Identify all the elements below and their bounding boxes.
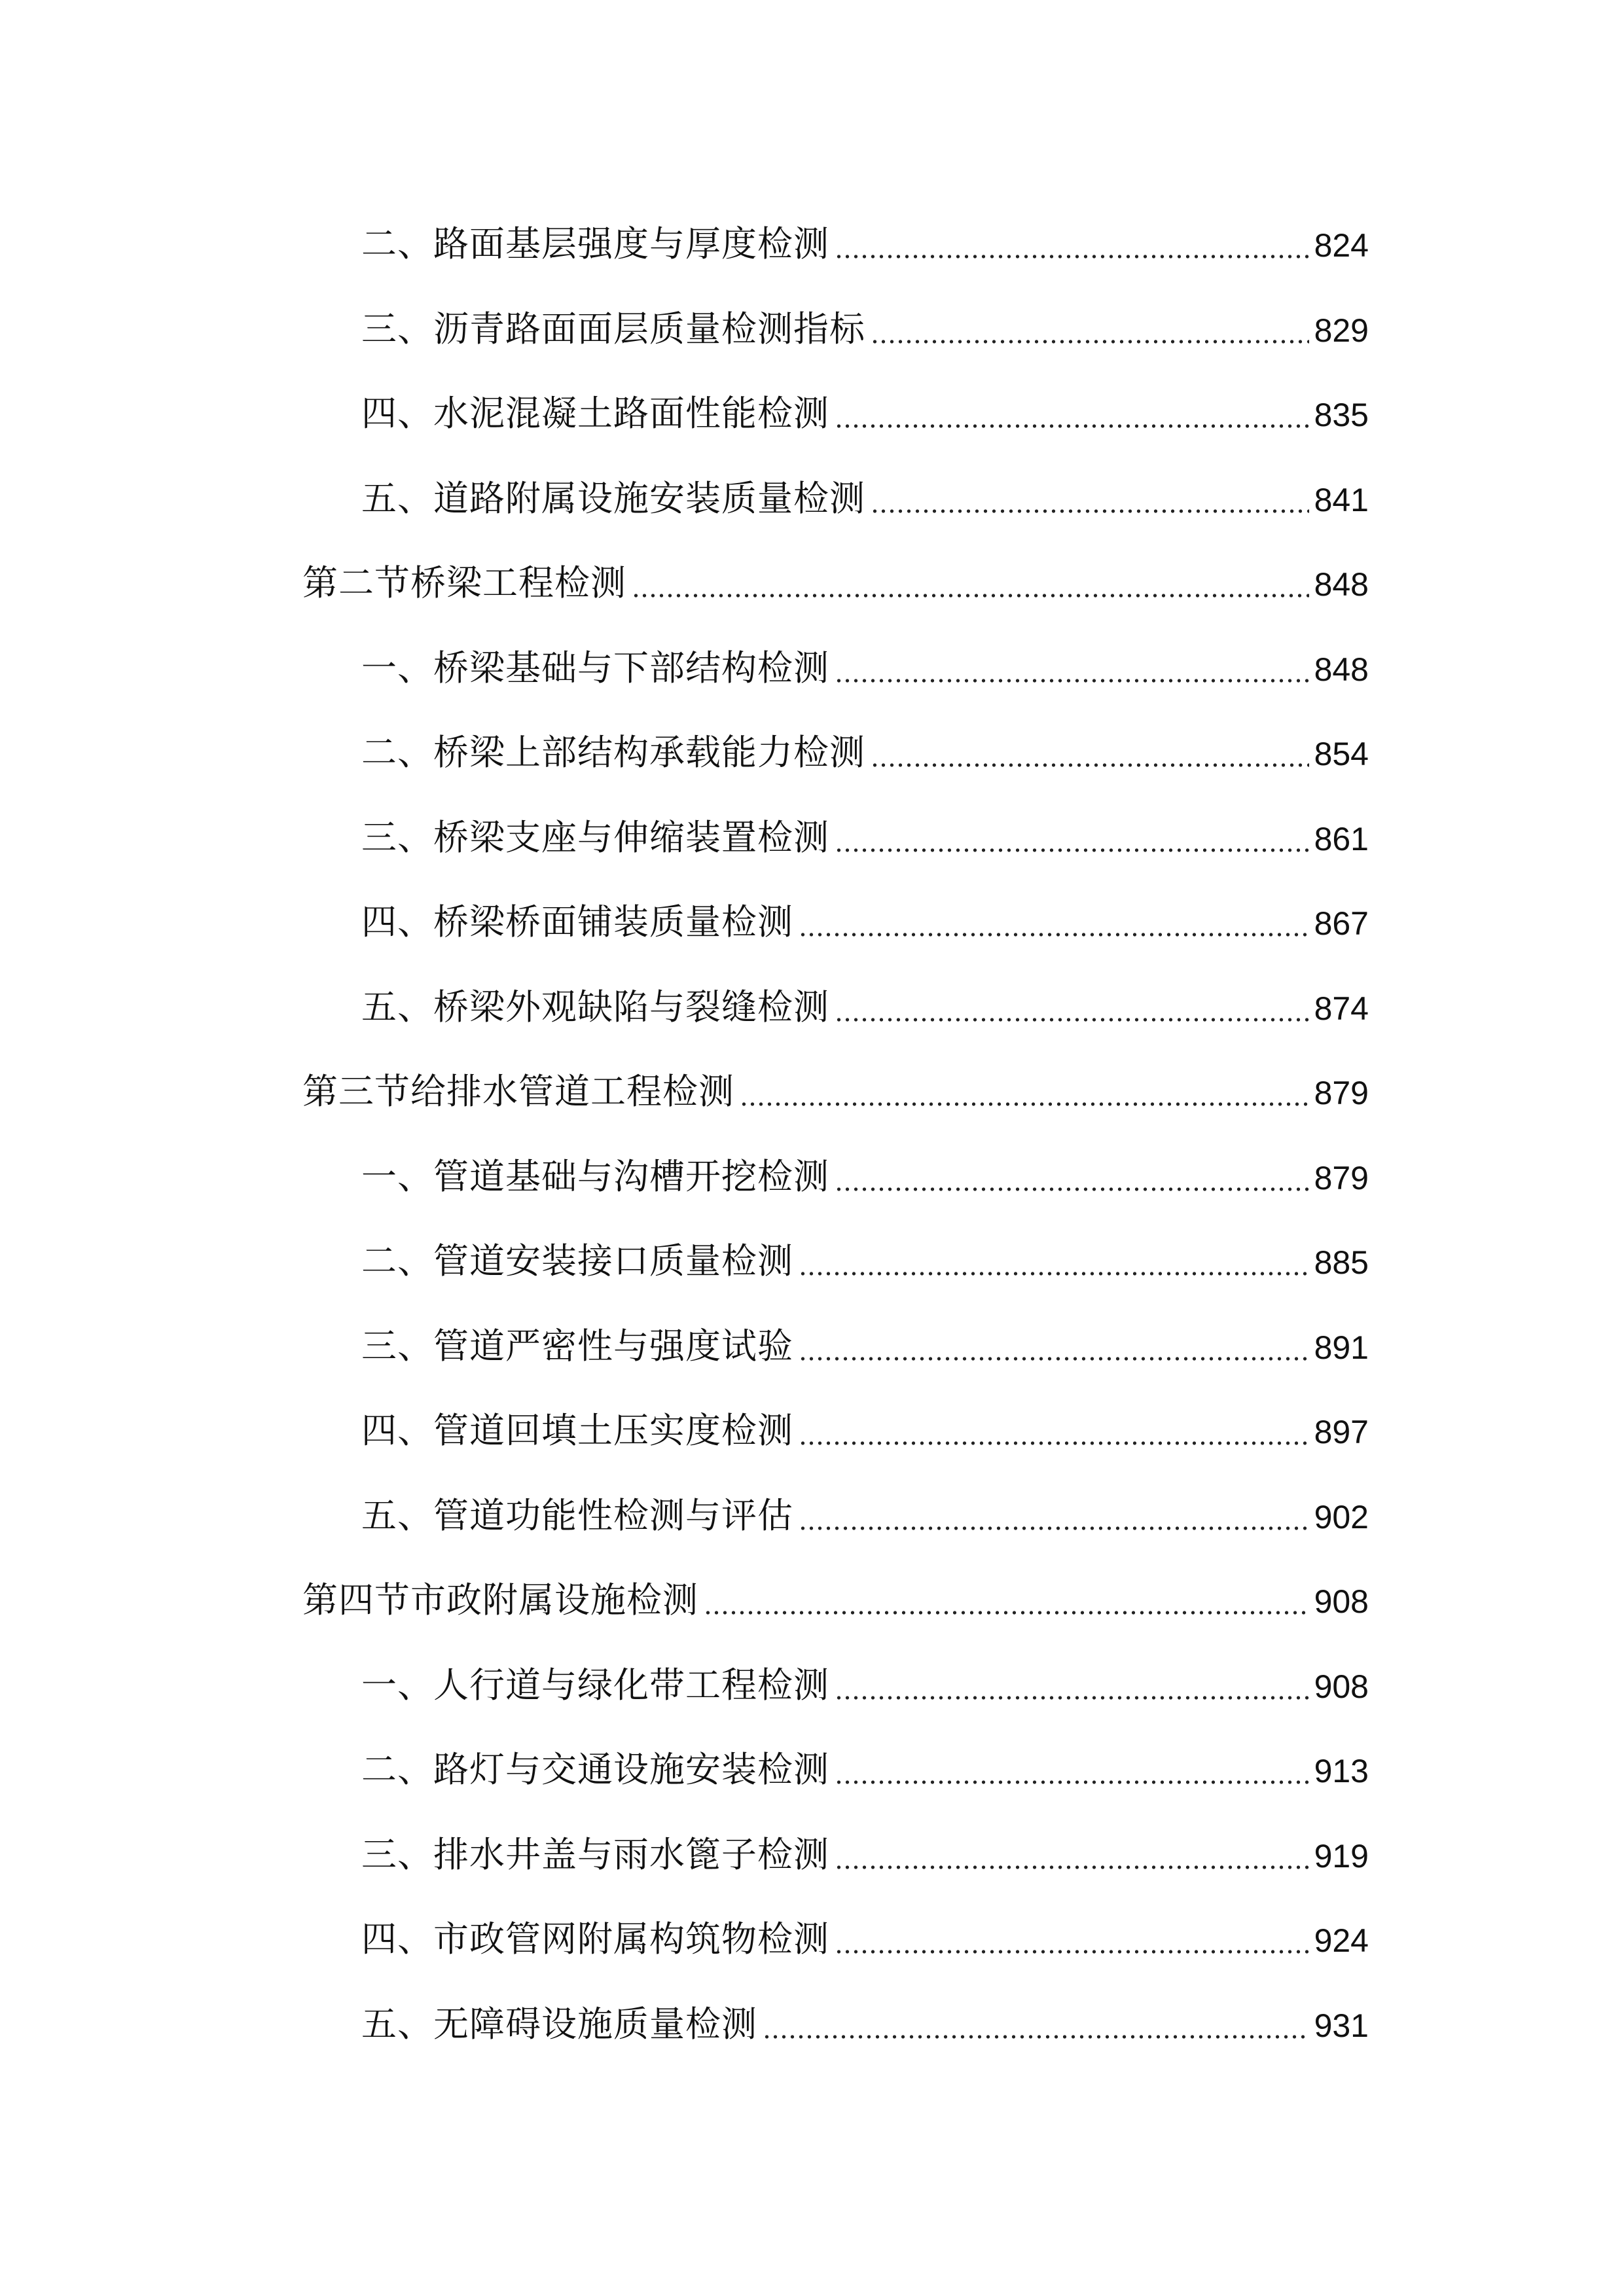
toc-entry-page-number: 829: [1314, 312, 1369, 349]
toc-entry-title: 四、市政管网附属构筑物检测: [361, 1918, 829, 1960]
dot-leader: [763, 2034, 1309, 2039]
toc-entry-title: 第三节给排水管道工程检测: [302, 1071, 734, 1112]
toc-entry-title: 三、管道严密性与强度试验: [361, 1325, 793, 1367]
toc-entry-page-number: 841: [1314, 481, 1369, 518]
toc-entry-page-number: 924: [1314, 1922, 1369, 1959]
toc-subsection-entry: [361, 874, 1369, 940]
dot-leader: [799, 1271, 1309, 1276]
toc-entry-title: 一、人行道与绿化带工程检测: [361, 1664, 829, 1706]
toc-entry-title: 二、路灯与交通设施安装检测: [361, 1749, 829, 1790]
toc-entry-page-number: 902: [1314, 1498, 1369, 1535]
dot-leader: [799, 932, 1309, 937]
toc-entry-page-number: 919: [1314, 1837, 1369, 1874]
toc-subsection-entry: [361, 1468, 1369, 1534]
toc-entry-title: 一、管道基础与沟槽开挖检测: [361, 1155, 829, 1197]
toc-entry-page-number: 835: [1314, 397, 1369, 433]
toc-entry-title: 五、无障碍设施质量检测: [361, 2003, 757, 2045]
toc-entry-page-number: 874: [1314, 990, 1369, 1027]
toc-entry-page-number: 891: [1314, 1329, 1369, 1366]
toc-subsection-entry: [361, 960, 1369, 1028]
dot-leader: [799, 1441, 1309, 1446]
toc-subsection-entry: [361, 366, 1369, 434]
toc-subsection-entry: [361, 281, 1369, 350]
toc-entry-title: 五、桥梁外观缺陷与裂缝检测: [361, 986, 829, 1028]
toc-entry-title: 三、排水井盖与雨水篦子检测: [361, 1833, 829, 1875]
toc-entry-title: 第二节桥梁工程检测: [302, 562, 626, 603]
toc-subsection-entry: [361, 1638, 1369, 1706]
dot-leader: [704, 1610, 1309, 1615]
toc-entry-title: 一、桥梁基础与下部结构检测: [361, 647, 829, 689]
dot-leader: [871, 339, 1309, 344]
toc-subsection-entry: [361, 1383, 1369, 1451]
toc-subsection-entry: [361, 620, 1369, 689]
toc-entry-page-number: 867: [1314, 905, 1369, 942]
dot-leader: [871, 509, 1309, 514]
toc-subsection-entry: [361, 1299, 1369, 1367]
toc-entry-page-number: 848: [1314, 566, 1369, 603]
toc-subsection-entry: [361, 1977, 1369, 2045]
toc-entry-title: 二、路面基层强度与厚度检测: [361, 223, 829, 264]
toc-entry-page-number: 931: [1314, 2007, 1369, 2044]
dot-leader: [835, 1017, 1309, 1022]
toc-entry-title: 五、管道功能性检测与评估: [361, 1494, 793, 1536]
toc-entry-title: 四、桥梁桥面铺装质量检测: [361, 901, 793, 942]
dot-leader: [835, 1949, 1309, 1954]
toc-section-entry: [302, 535, 1369, 601]
dot-leader: [835, 1187, 1309, 1192]
toc-entry-page-number: 824: [1314, 227, 1369, 264]
dot-leader: [632, 593, 1309, 598]
toc-entry-title: 第四节市政附属设施检测: [302, 1579, 698, 1621]
toc-subsection-entry: [361, 790, 1369, 858]
dot-leader: [871, 762, 1309, 768]
dot-leader: [799, 1356, 1309, 1361]
toc-entry-title: 四、水泥混凝土路面性能检测: [361, 393, 829, 434]
dot-leader: [835, 848, 1309, 853]
toc-subsection-entry: [361, 1807, 1369, 1873]
dot-leader: [835, 1695, 1309, 1700]
toc-entry-title: 五、道路附属设施安装质量检测: [361, 477, 865, 519]
toc-entry-page-number: 908: [1314, 1583, 1369, 1620]
dot-leader: [835, 1780, 1309, 1785]
toc-subsection-entry: [361, 451, 1369, 519]
toc-entry-page-number: 908: [1314, 1668, 1369, 1705]
toc-entry-page-number: 854: [1314, 736, 1369, 772]
dot-leader: [835, 678, 1309, 683]
toc-entry-title: 三、桥梁支座与伸缩装置检测: [361, 816, 829, 858]
toc-subsection-entry: [361, 1722, 1369, 1790]
toc-entry-title: 二、管道安装接口质量检测: [361, 1240, 793, 1282]
toc-entry-page-number: 885: [1314, 1244, 1369, 1281]
toc-subsection-entry: [361, 196, 1369, 262]
dot-leader: [835, 1865, 1309, 1870]
dot-leader: [835, 254, 1309, 259]
toc-entry-page-number: 848: [1314, 651, 1369, 688]
dot-leader: [799, 1526, 1309, 1531]
toc-entry-page-number: 913: [1314, 1753, 1369, 1789]
toc-section-entry: [302, 1044, 1369, 1112]
toc-section-entry: [302, 1552, 1369, 1621]
toc-entry-title: 四、管道回填土压实度检测: [361, 1410, 793, 1451]
toc-subsection-entry: [361, 1129, 1369, 1197]
toc-subsection-entry: [361, 1213, 1369, 1282]
toc-entry-page-number: 879: [1314, 1075, 1369, 1111]
toc-entry-page-number: 897: [1314, 1414, 1369, 1450]
toc-subsection-entry: [361, 705, 1369, 773]
dot-leader: [835, 423, 1309, 429]
toc-entry-title: 三、沥青路面面层质量检测指标: [361, 308, 865, 350]
toc-entry-page-number: 879: [1314, 1159, 1369, 1196]
toc-subsection-entry: [361, 1892, 1369, 1960]
toc-entry-page-number: 861: [1314, 820, 1369, 857]
toc-entry-title: 二、桥梁上部结构承载能力检测: [361, 732, 865, 773]
dot-leader: [740, 1102, 1309, 1107]
